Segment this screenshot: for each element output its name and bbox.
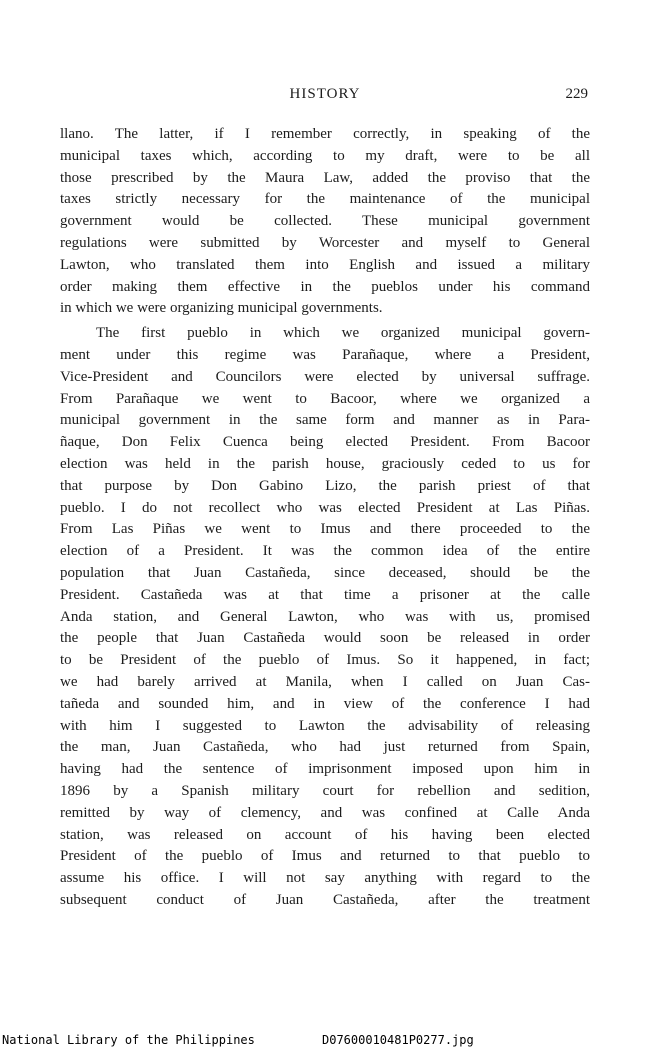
- text-line: having had the sentence of imprisonment imposed upon him in: [60, 761, 590, 778]
- text-line: that purpose by Don Gabino Lizo, the parish priest of that: [60, 477, 590, 494]
- page-header: [60, 86, 590, 110]
- text-line: with him I suggested to Lawton the advisability of releasing: [60, 717, 590, 734]
- text-line: regulations were submitted by Worcester and myself to General: [60, 234, 590, 251]
- text-line: population that Juan Castañeda, since deceased, should be the: [60, 564, 590, 581]
- running-head: HISTORY: [289, 86, 361, 102]
- text-line: pueblo. I do not recollect who was elected President at Las Piñas.: [60, 499, 590, 516]
- text-line: the man, Juan Castañeda, who had just returned from Spain,: [60, 739, 590, 756]
- text-line: Anda station, and General Lawton, who was with us, promised: [60, 608, 590, 625]
- text-line: remitted by way of clemency, and was confined at Calle Anda: [60, 804, 590, 821]
- text-line: those prescribed by the Maura Law, added the proviso that the: [60, 169, 590, 186]
- text-line: subsequent conduct of Juan Castañeda, after the treatment: [60, 891, 590, 908]
- text-line: taxes strictly necessary for the maintenance of the municipal: [60, 191, 590, 208]
- text-line: The first pueblo in which we organized municipal govern-: [96, 325, 590, 342]
- text-line: election of a President. It was the common idea of the entire: [60, 543, 590, 560]
- text-line: the people that Juan Castañeda would soon be released in order: [60, 630, 590, 647]
- text-line: Lawton, who translated them into English and issued a military: [60, 256, 590, 273]
- text-line: station, was released on account of his having been elected: [60, 826, 590, 843]
- text-line: to be President of the pueblo of Imus. So it happened, in fact;: [60, 652, 590, 669]
- text-line: President. Castañeda was at that time a prisoner at the calle: [60, 586, 590, 603]
- text-line: assume his office. I will not say anything with regard to the: [60, 870, 590, 887]
- text-line: From Parañaque we went to Bacoor, where we organized a: [60, 390, 590, 407]
- text-line: 1896 by a Spanish military court for rebellion and sedition,: [60, 782, 590, 799]
- text-line: ment under this regime was Parañaque, where a President,: [60, 346, 590, 363]
- text-line: llano. The latter, if I remember correctly, in speaking of the: [60, 126, 590, 142]
- body-text: [60, 124, 590, 912]
- text-line: municipal taxes which, according to my draft, were to be all: [60, 147, 590, 164]
- text-line: ñaque, Don Felix Cuenca being elected President. From Bacoor: [60, 434, 590, 451]
- scan-source-label: National Library of the Philippines: [2, 1033, 255, 1047]
- text-line: From Las Piñas we went to Imus and there proceeded to the: [60, 521, 590, 538]
- text-line: we had barely arrived at Manila, when I called on Juan Cas-: [60, 673, 590, 690]
- text-line: election was held in the parish house, graciously ceded to us for: [60, 455, 590, 472]
- paragraph-1: [60, 124, 590, 320]
- text-line: in which we were organizing municipal governments.: [60, 300, 383, 317]
- text-line: Vice-President and Councilors were elected by universal suffrage.: [60, 368, 590, 385]
- scan-filename-label: D07600010481P0277.jpg: [322, 1033, 474, 1047]
- text-line: President of the pueblo of Imus and returned to that pueblo to: [60, 848, 590, 865]
- text-line: order making them effective in the pueblos under his command: [60, 278, 590, 295]
- page-number: 229: [565, 86, 588, 102]
- text-line: tañeda and sounded him, and in view of the conference I had: [60, 695, 590, 712]
- text-line: government would be collected. These municipal government: [60, 213, 590, 230]
- paragraph-2: [60, 323, 590, 912]
- text-line: municipal government in the same form and manner as in Para-: [60, 412, 590, 429]
